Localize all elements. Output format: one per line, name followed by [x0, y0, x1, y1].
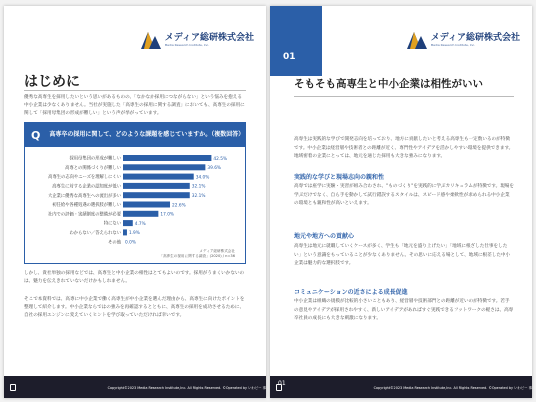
brand-mark-icon	[140, 30, 162, 50]
bar	[123, 220, 133, 226]
title-divider	[294, 96, 514, 97]
brand-logo	[406, 30, 520, 50]
body-paragraph-1: 高専では座学に実験・実習が組み合わされ、"ものづくり"を実践的に学ぶカリキュラムが特徴です。現場を学ぶだけでなく、自ら手を動かして試行錯誤するスタイルは、スピード感や柔軟性が求められる中小企業の環境とも親和性が高いといえます。	[294, 184, 514, 206]
bar-value-label: 17.0%	[160, 212, 175, 218]
bar-category-label: わからない／答えられない	[69, 231, 121, 236]
page-footer	[270, 376, 532, 398]
survey-chart	[24, 122, 246, 264]
bar-value-label: 32.1%	[191, 194, 206, 199]
chapter-block	[270, 6, 322, 76]
title-divider	[24, 90, 246, 91]
bar	[123, 183, 190, 189]
copyright: Copyright©2023 Media Research Institute,Inc. All Rights Reserved. ©Operated by いわビー 事	[107, 385, 266, 390]
bar-value-label: 34.0%	[195, 175, 210, 181]
bar	[123, 155, 211, 161]
bar-category-label: 大企業に優秀な高専生への流出が多い	[47, 193, 121, 199]
page-footer	[4, 376, 266, 398]
brand-mark-icon	[406, 30, 428, 50]
conclusion-paragraph-1: しかし、貴社単独の採用などでは、高専生と中小企業の相性はとてもよいのです。採用がうまくいかないのは、魅力を伝えきれていないだけかもしれません。	[24, 271, 245, 284]
brand-name: メディア総研株式会社	[430, 33, 520, 43]
chart-header	[25, 123, 245, 147]
bar-category-label: 社内での評価・実績制度の整備が必要	[47, 212, 121, 218]
bar	[123, 211, 158, 217]
bar-value-label: 4.7%	[134, 221, 146, 227]
brand-name: メディア総研株式会社	[164, 33, 254, 43]
conclusion-paragraph-2: そこで本資料では、高専に中小企業で働く高専生が中小企業を選んだ理由から、高専生に向けたポイントを整理して紹介します。中小企業ならではの強みを再確認するとともに、高専生の採用を成功させるために、自社の採用エンジンに変えていくヒントを学び取っていただければ幸いです。	[24, 297, 245, 318]
bar-value-label: 0.0%	[125, 240, 136, 246]
bar-category-label: その他	[108, 240, 121, 246]
bar	[123, 174, 194, 180]
left-page	[4, 6, 266, 398]
bar-value-label: 22.6%	[172, 203, 186, 209]
bar	[123, 164, 205, 170]
bar	[123, 192, 190, 198]
right-page	[270, 6, 532, 398]
brand-subtitle: Media Research Institute, Inc.	[430, 43, 476, 47]
section-title: そもそも高専生と中小企業は相性がいい	[294, 78, 483, 90]
bar	[123, 202, 170, 208]
bar-category-label: 高専生に対する企業の認知度が低い	[52, 184, 121, 190]
chart-source: メディア総研株式会社 「高専生の採用に関する調査」(2020) / n=36	[159, 249, 235, 258]
bar-category-label: 高専との関係づくりが難しい	[65, 165, 121, 171]
footer-logo-icon	[10, 384, 16, 391]
intro-paragraph: 優秀な高専生を採用したいという思いがあるものの、「なかなか採用につながらない」という悩みを抱える中小企業は少なくありません。当社が実施した「高専生の採用に関する調査」においても、高専生の採用に関して「採用母集団の形成が難しい」という声が挙がっています。	[24, 95, 245, 116]
bar-category-label: 初任給や各種処遇の選択肢が難しい	[52, 203, 121, 209]
intro-paragraph: 高専生は実践的な学びで開発志向を培っており、地方に貢献したいと考える高専生も一定数いるのが特徴です。中小企業は経営層や技術者との距離が近く、専門性やアイデアを活かしやすい環境を提供できます。地域密着の企業にとっては、地元を通じた採用も大きな強みになります。	[294, 137, 514, 159]
page-title: はじめに	[24, 74, 80, 90]
bar-value-label: 32.1%	[191, 184, 206, 190]
subheading-3: コミュニケーションの近さによる成長促進	[294, 289, 408, 296]
bar	[123, 229, 127, 235]
bar-category-label: 採用母集団の形成が難しい	[69, 156, 121, 162]
question-mark-label: Q	[31, 128, 41, 142]
bar-value-label: 39.6%	[207, 166, 222, 172]
brand-logo	[140, 30, 254, 50]
chart-bars	[25, 147, 245, 263]
bar-category-label: 特にない	[103, 221, 121, 227]
copyright: Copyright©2023 Media Research Institute,Inc. All Rights Reserved. ©Operated by いわビー 事	[373, 385, 532, 390]
body-paragraph-3: 中小企業は組織の規模が比較的小さいこともあり、経営層や技術部門との距離が近いのが特徴です。若手の意見やアイデアが採用されやすく、新しいアイデアがあればすぐ実践できるフットワークの軽さは、高専卒社員の成長にも大きな刺激になります。	[294, 299, 514, 321]
chapter-number: 01	[283, 52, 296, 62]
chart-question: 高専卒の採用に関して、どのような課題を感じていますか。（複数回答）	[49, 131, 245, 138]
subheading-1: 実践的な学びと現場志向の親和性	[294, 174, 385, 181]
bar-value-label: 42.5%	[213, 156, 228, 162]
brand-subtitle: Media Research Institute, Inc.	[164, 43, 210, 47]
subheading-2: 地元や地方への貢献心	[294, 233, 355, 240]
body-paragraph-2: 高専生は地元に就職していくケースが多く、学生も「地元を盛り上げたい」「地域に根ざした仕事をしたい」という意識をもっていることが少なくありません。その思いに応える場として、地域に根差した中小企業は魅力的な選択肢です。	[294, 244, 511, 266]
bar-category-label: 高専生の志向やニーズを理解しにくい	[48, 175, 121, 181]
page-number: 01	[278, 380, 286, 387]
bar-value-label: 1.9%	[128, 231, 140, 237]
